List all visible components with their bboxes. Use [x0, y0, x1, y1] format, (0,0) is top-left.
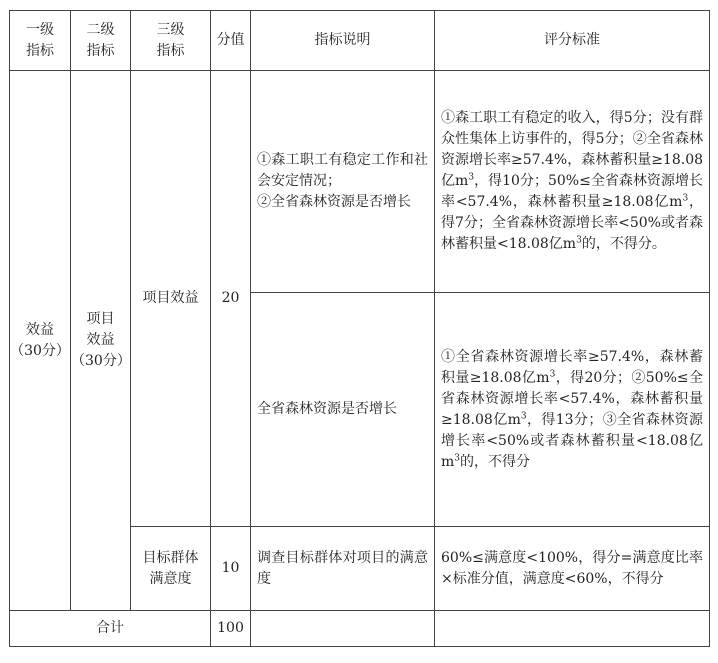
description-cell: 全省森林资源是否增长 [251, 293, 435, 527]
header-level3: 三级 指标 [131, 11, 211, 71]
total-row [10, 611, 710, 647]
superscript: 3 [576, 235, 582, 246]
level3-project-benefit: 项目效益 [131, 71, 211, 527]
superscript: 3 [468, 172, 475, 183]
table-row [10, 71, 710, 293]
criteria-text: ，得7分；全省森林资源增长率<50%或者森林蓄积量<18.08亿m [441, 194, 704, 252]
superscript: 3 [682, 193, 689, 204]
criteria-cell: 60%≤满意度<100%，得分=满意度比率×标准分值，满意度<60%，不得分 [435, 527, 710, 611]
header-row [10, 11, 710, 71]
indicator-table [9, 10, 710, 647]
criteria-cell [435, 293, 710, 527]
score-project-benefit: 20 [211, 71, 251, 527]
superscript: 3 [520, 410, 527, 421]
description-cell: 调查目标群体对项目的满意度 [251, 527, 435, 611]
criteria-text: 的，不得分。 [581, 236, 666, 252]
level1-cell: 效益 （30分） [10, 71, 71, 611]
criteria-text: ①全省森林资源增长率≥57.4%，森林蓄积量≥18.08亿m [441, 348, 703, 386]
superscript: 3 [454, 452, 461, 463]
level3-satisfaction: 目标群体 满意度 [131, 527, 211, 611]
criteria-text: ，得10分；50%≤全省森林资源增长率<57.4%，森林蓄积量≥18.08亿m [441, 173, 703, 210]
total-score: 100 [211, 611, 251, 647]
score-satisfaction: 10 [211, 527, 251, 611]
header-level1: 一级 指标 [10, 11, 71, 71]
header-score: 分值 [211, 11, 251, 71]
total-criteria [435, 611, 710, 647]
total-label: 合计 [10, 611, 211, 647]
description-cell: ①森工职工有稳定工作和社会安定情况； ②全省森林资源是否增长 [251, 71, 435, 293]
total-description [251, 611, 435, 647]
criteria-text: ，得20分；②50%≤全省森林资源增长率<57.4%，森林蓄积量≥18.08亿m [441, 369, 703, 428]
criteria-text: ①森工职工有稳定的收入，得5分；没有群众性集体上访事件的，得5分；②全省森林资源增长率≥57.4%，森林蓄积量≥18.08亿m [441, 110, 704, 189]
header-criteria: 评分标准 [435, 11, 710, 71]
superscript: 3 [549, 368, 556, 379]
header-description: 指标说明 [251, 11, 435, 71]
level2-cell: 项目 效益 （30分） [71, 71, 131, 611]
criteria-text: ，得13分；③全省森林资源增长率<50%或者森林蓄积量<18.08亿m [441, 411, 703, 470]
criteria-cell [435, 71, 710, 293]
header-level2: 二级 指标 [71, 11, 131, 71]
criteria-text: 的，不得分 [460, 453, 531, 470]
